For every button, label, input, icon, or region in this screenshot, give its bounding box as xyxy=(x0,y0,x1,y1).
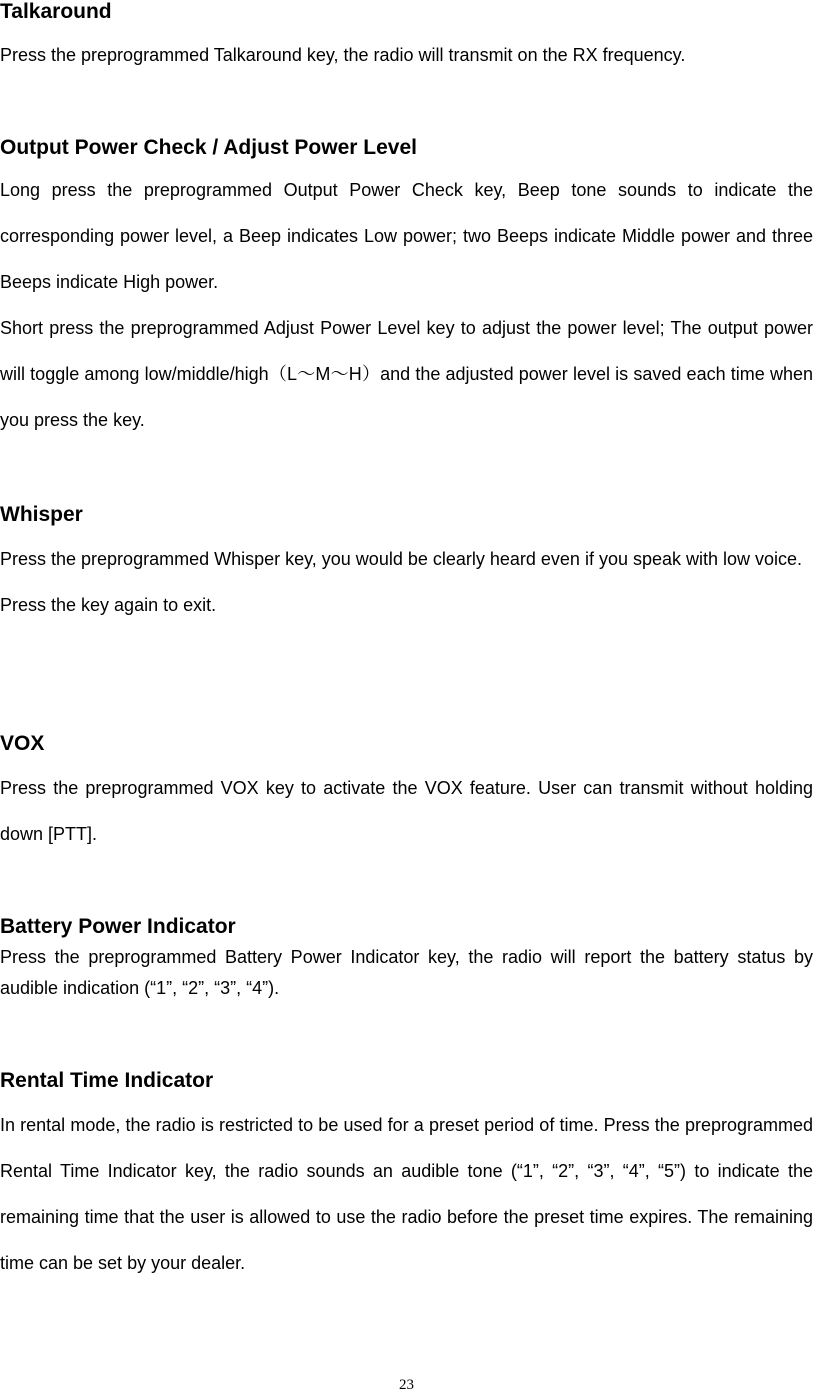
section-paragraph: Press the key again to exit. xyxy=(0,595,217,615)
section-whisper xyxy=(0,503,813,628)
section-paragraph: Long press the preprogrammed Output Power Check key, Beep tone sounds to indicate the corresponding power level, a Beep indicates Low power; two Beeps indicate Middle power and three Beeps indicate High power. xyxy=(0,180,813,292)
section-talkaround xyxy=(0,0,813,78)
section-paragraph: In rental mode, the radio is restricted to be used for a preset period of time. Press the preprogrammed Rental Time Indicator key, the radio sounds an audible tone (“1”, “2”, “3”, “4”, “5”) to indicate the remaining time that the user is allowed to use the radio before the preset time expires. The remaining time can be set by your dealer. xyxy=(0,1115,813,1273)
section-heading: Rental Time Indicator xyxy=(0,1069,214,1092)
section-rental-time-indicator xyxy=(0,1069,813,1286)
section-vox xyxy=(0,732,813,857)
section-paragraph: Press the preprogrammed Battery Power Indicator key, the radio will report the battery status by audible indication (“1”, “2”, “3”, “4”). xyxy=(0,947,813,998)
section-paragraph: Short press the preprogrammed Adjust Power Level key to adjust the power level; The output power will toggle among low/middle/high（L～M～H）and the adjusted power level is saved each time when you press the key. xyxy=(0,318,813,430)
section-paragraph: Press the preprogrammed VOX key to activate the VOX feature. User can transmit without holding down [PTT]. xyxy=(0,778,813,844)
section-heading: Output Power Check / Adjust Power Level xyxy=(0,136,417,159)
section-output-power xyxy=(0,136,813,443)
section-battery-power-indicator xyxy=(0,915,813,1004)
section-paragraph: Press the preprogrammed Whisper key, you would be clearly heard even if you speak with low voice. xyxy=(0,549,803,569)
section-heading: VOX xyxy=(0,732,45,755)
section-paragraph: Press the preprogrammed Talkaround key, the radio will transmit on the RX frequency. xyxy=(0,45,686,65)
section-heading: Talkaround xyxy=(0,0,112,23)
section-heading: Battery Power Indicator xyxy=(0,915,236,938)
section-heading: Whisper xyxy=(0,503,83,526)
page-number: 23 xyxy=(399,1377,414,1393)
